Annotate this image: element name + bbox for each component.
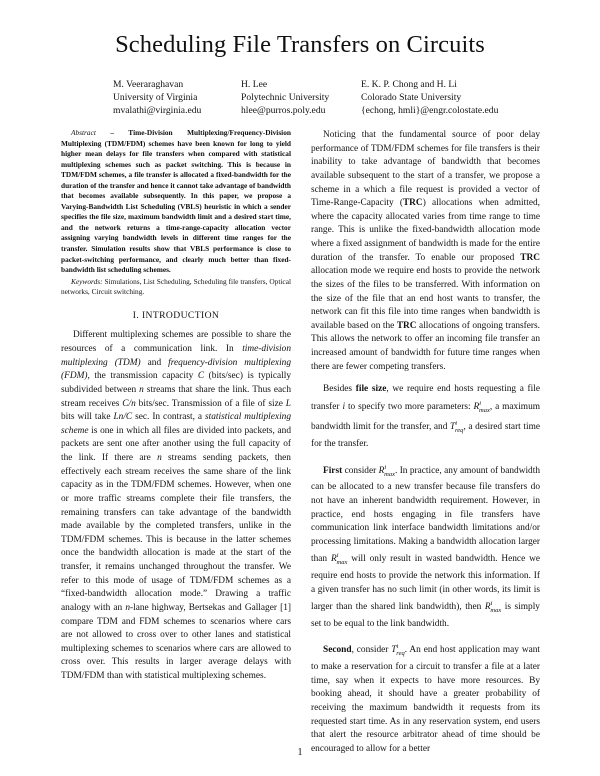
author-email: hlee@purros.poly.edu — [241, 105, 326, 117]
author-name: M. Veeraraghavan — [113, 79, 184, 90]
abstract-label: Abstract — [71, 128, 96, 137]
page-number: 1 — [297, 747, 303, 758]
body-paragraph: Second, consider $T^i_{req}$. An end host application may want to make a reservation for a circuit to transfer a file at a later time, say when it expects to have more resources. By booking ahead, it should have a greater probability of receiving the maximum bandwidth it requests from its requested start time. As in any reservation system, end users that alert the resource arbitrator ahead of time should be encouraged to allow for a better — [311, 643, 540, 754]
author-name: H. Lee — [241, 79, 268, 90]
intro-paragraph: Different multiplexing schemes are possible to share the resources of a communication link. In time-division multiplexing (TDM) and frequency-division multiplexing (FDM), the transmission capacity C (bits/sec) is typically subdivided between n streams that share the link. Thus each stream receives C/n bits/sec. Transmission of a file of size L bits will take Ln/C sec. In contrast, a statistical multiplexing scheme is one in which all files are divided into packets, and packets are sent one after another using the full capacity of the link. If there are n streams sending packets, then effectively each stream receives the same share of the link capacity as in the TDM/FDM schemes. However, when one or more traffic streams complete their file transfers, the remaining transfers can take advantage of the bandwidth made available by the completed transfers, unlike in the TDM/FDM schemes. This is because in the latter schemes once the bandwidth allocation is made at the start of the transfer, it remains unchanged throughout the transfer. We refer to this mode of usage of TDM/FDM schemes as a “fixed-bandwidth allocation mode.” Drawing a traffic analogy with an n-lane highway, Bertsekas and Gallager [1] compare TDM and FDM schemes to scenarios where cars are not allowed to cross over to other lanes and statistical multiplexing schemes to scenarios where cars are allowed to cross over. This results in larger average delays with TDM/FDM than with statistical multiplexing schemes. — [61, 330, 292, 681]
author-affiliation: University of Virginia — [113, 92, 198, 104]
author-block-3 — [361, 78, 498, 118]
author-affiliation: Colorado State University — [361, 92, 462, 104]
author-affiliation: Polytechnic University — [241, 92, 330, 104]
body-paragraph: First consider $R^i_{max}$. In practice, any amount of bandwidth can be allocated to a new transfer because file transfers do not have an inherent bandwidth requirement. However, in practice, end hosts engaging in file transfers have communication link interface bandwidth limitations and/or processing limitations. Making a bandwidth allocation larger than $R^i_{max}$ will only result in wasted bandwidth. Hence we require end hosts to provide the network this information. If a given transfer has no such limit (in other words, its limit is larger than the shared link bandwidth), then $R^i_{max}$ is simply set to be equal to the link bandwidth. — [311, 463, 540, 629]
section-heading: I. INTRODUCTION — [132, 309, 220, 321]
left-column — [61, 128, 291, 684]
author-block-1 — [113, 78, 201, 118]
keywords-text: Simulations, List Scheduling, Scheduling file transfers, Optical networks, Circuit switching. — [61, 276, 291, 297]
paper-title: Scheduling File Transfers on Circuits — [115, 31, 485, 58]
body-paragraph: Noticing that the fundamental source of poor delay performance of TDM/FDM schemes for file transfers is their inability to take advantage of bandwidth that becomes available subsequent to the start of a transfer, we propose a scheme in a which a file request is provided a vector of Time-Range-Capacity (TRC) allocations when admitted, where the capacity allocated varies from time range to time range. This is unlike the fixed-bandwidth allocation mode where a fixed assignment of bandwidth is made for the entire duration of the transfer. To enable our proposed TRC allocation mode we require end hosts to provide the network the sizes of the files to be transferred. With information on the size of the file that an end host wants to transfer, the network can fit this file into time ranges when bandwidth is available based on the TRC allocations of ongoing transfers. This allows the network to offer an incoming file transfer an increased amount of bandwidth for future time ranges when there are fewer competing transfers. — [311, 130, 540, 372]
body-paragraph: Besides file size, we require end hosts requesting a file transfer i to specify two more parameters: $R^i_{max}$, a maximum bandwidth limit for the transfer, and $T^i_{req}$, a desired start time for the transfer. — [311, 384, 541, 450]
abstract-text: – Time-Division Multiplexing/Frequency-Division Multiplexing (TDM/FDM) schemes have been known for long to yield higher mean delays for file transfers when compared with statistical multiplexing schemes such as packet switching. This is because in TDM/FDM schemes, a file transfer is allocated a fixed-bandwidth for the duration of the transfer and hence it cannot take advantage of bandwidth that becomes available subsequently. In this paper, we propose a Varying-Bandwidth List Scheduling (VBLS) heuristic in which a sender specifies the file size, maximum bandwidth limit and a desired start time, and the network returns a time-range-capacity allocation vector assigning varying bandwidth levels in different time ranges for the transfer. Simulation results show that VBLS performance is close to packet-switching performance, and clearly much better than fixed-bandwidth list scheduling schemes. — [61, 128, 291, 275]
right-column — [311, 129, 540, 756]
author-email: mvalathi@virginia.edu — [113, 105, 202, 117]
author-email: {echong, hmli}@engr.colostate.edu — [361, 105, 499, 117]
keywords — [61, 277, 291, 298]
author-block-2 — [241, 78, 329, 118]
keywords-label: Keywords: — [71, 276, 103, 286]
abstract — [61, 128, 291, 276]
author-name: E. K. P. Chong and H. Li — [361, 79, 457, 90]
